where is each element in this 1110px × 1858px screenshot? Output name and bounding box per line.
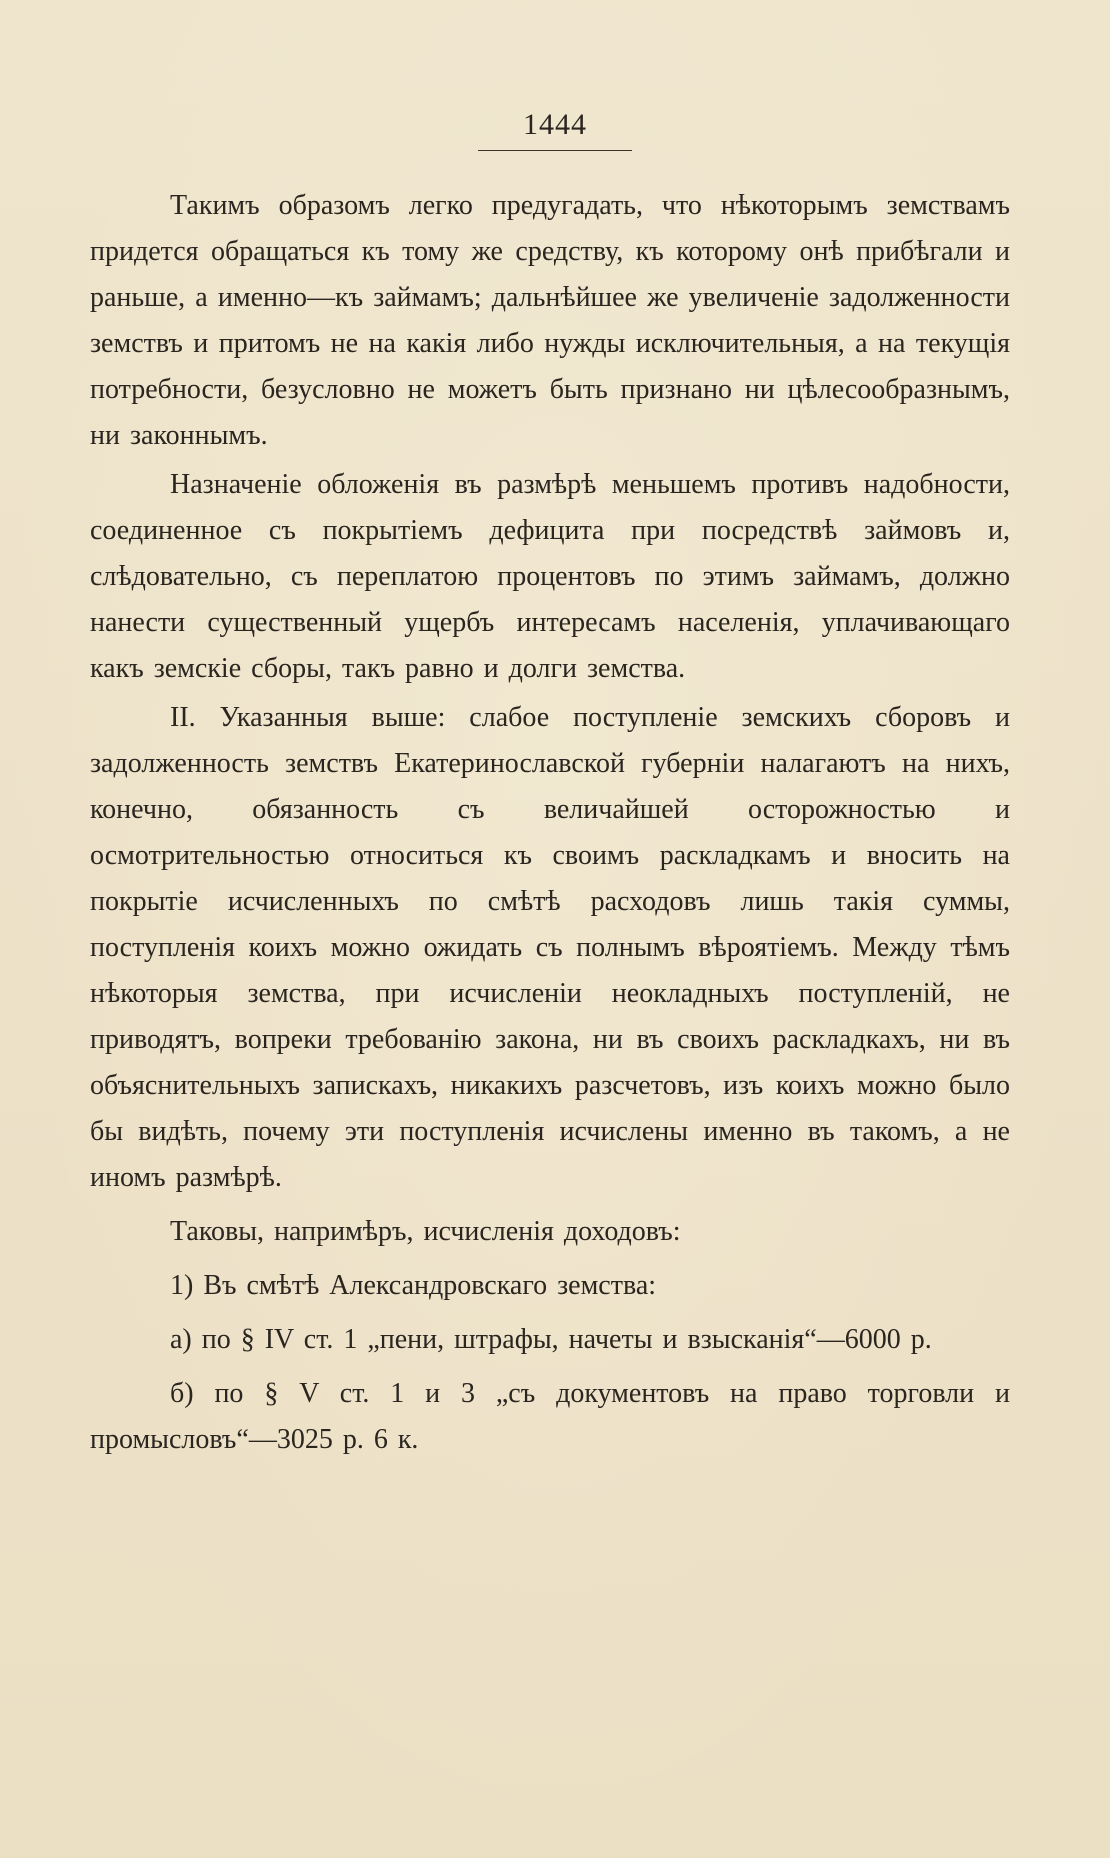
paragraph-1: Такимъ образомъ легко предугадать, что нѣкоторымъ земствамъ придется обращаться къ тому же средству, къ которому онѣ прибѣгали и раньше, а именно—къ займамъ; дальнѣйшее же увеличеніе задолженности земствъ и притомъ не на какія либо нужды исключительныя, а на текущія потребности, безусловно не можетъ быть признано ни цѣлесообразнымъ, ни законнымъ.	[90, 190, 1010, 451]
paragraph-7: б) по § V ст. 1 и 3 „съ документовъ на право торговли и промысловъ“—3025 р. 6 к.	[90, 1378, 1010, 1455]
paragraph-4: Таковы, напримѣръ, исчисленія доходовъ:	[170, 1216, 681, 1247]
paragraph-2: Назначеніе обложенія въ размѣрѣ меньшемъ противъ надобности, соединенное съ покрытіемъ дефицита при посредствѣ займовъ и, слѣдовательно, съ переплатою процентовъ по этимъ займамъ, должно нанести существенный ущербъ интересамъ населенія, уплачивающаго какъ земскіе сборы, такъ равно и долги земства.	[90, 469, 1010, 684]
page-number: 1444	[523, 108, 587, 141]
body-text	[90, 183, 1010, 1463]
page-number-rule	[478, 150, 632, 151]
paragraph-5: 1) Въ смѣтѣ Александровскаго земства:	[170, 1270, 657, 1301]
paragraph-6: а) по § IV ст. 1 „пени, штрафы, начеты и взысканія“—6000 р.	[170, 1324, 932, 1355]
paragraph-3: II. Указанныя выше: слабое поступленіе земскихъ сборовъ и задолженность земствъ Екатеринославской губерніи налагаютъ на нихъ, конечно, обязанность съ величайшей осторожностью и осмотрительностью относиться къ своимъ раскладкамъ и вносить на покрытіе исчисленныхъ по смѣтѣ расходовъ лишь такія суммы, поступленія коихъ можно ожидать съ полнымъ вѣроятіемъ. Между тѣмъ нѣкоторыя земства, при исчисленіи неокладныхъ поступленій, не приводятъ, вопреки требованію закона, ни въ своихъ раскладкахъ, ни въ объяснительныхъ запискахъ, никакихъ разсчетовъ, изъ коихъ можно было бы видѣть, почему эти поступленія исчислены именно въ такомъ, а не иномъ размѣрѣ.	[90, 702, 1010, 1193]
